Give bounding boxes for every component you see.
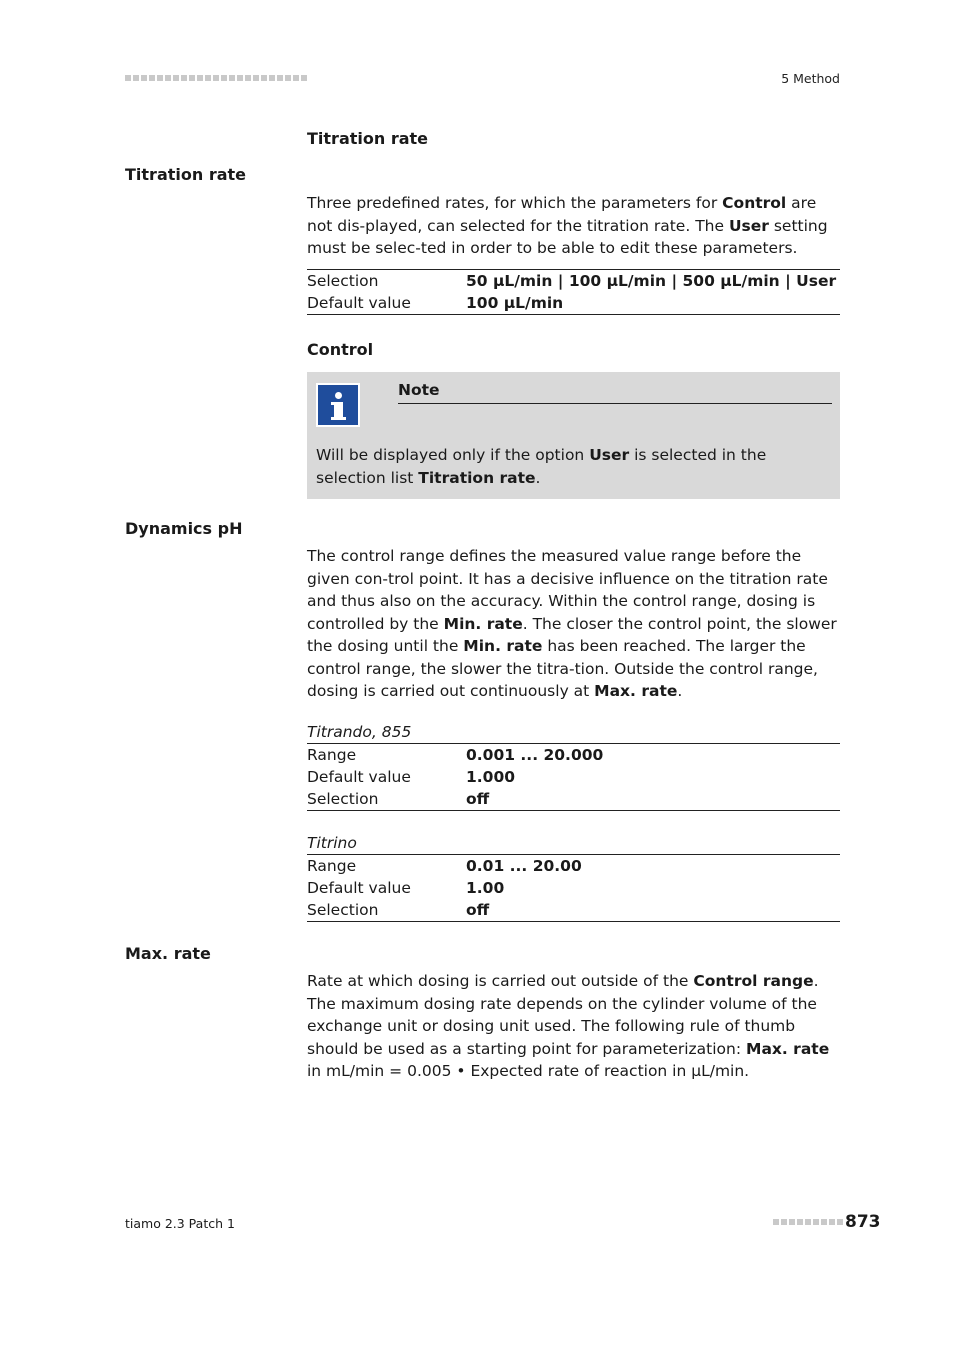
note-divider [398, 403, 832, 404]
header-decoration [125, 72, 307, 84]
table-caption: Titrando, 855 [307, 723, 412, 741]
max-rate-description: Rate at which dosing is carried out outside of the Control range. The maximum dosing rate depends on the cylinder volume of the exchange unit or dosing unit used. The following rule of thumb should be used as a starting point for parameterization: Max. rate in mL/min = 0.005 • Expected rate of reaction in µL/min. [307, 972, 830, 1080]
page-number: 873 [845, 1212, 881, 1232]
info-icon [316, 383, 360, 427]
table-row: Default value 1.00 [307, 879, 505, 897]
titration-rate-table [307, 269, 840, 315]
control-heading: Control [307, 340, 374, 359]
param-label-titration-rate: Titration rate [125, 165, 247, 184]
chapter-header: 5 Method [781, 71, 840, 86]
table-row: Default value 1.000 [307, 768, 516, 786]
footer-product: tiamo 2.3 Patch 1 [125, 1216, 235, 1231]
table-row: Selection off [307, 790, 490, 808]
dynamics-description: The control range defines the measured value range before the given con-trol point. It has a decisive influence on the titration rate and thus also on the accuracy. Within the control range, dosing is controlled by the Min. rate. The closer the control point, the slower the dosing until the Min. rate has been reached. The larger the control range, the slower the titra-tion. Outside the control range, dosing is carried out continuously at Max. rate. [307, 547, 837, 700]
param-label-dynamics-ph: Dynamics pH [125, 519, 243, 538]
footer-decoration [773, 1219, 843, 1225]
table-row: Default value 100 µL/min [307, 294, 564, 312]
table-row: Range 0.001 ... 20.000 [307, 746, 604, 764]
note-title: Note [398, 381, 440, 399]
table-row: Selection off [307, 901, 490, 919]
param-label-max-rate: Max. rate [125, 944, 211, 963]
note-box [307, 372, 840, 499]
dynamics-table-titrando [307, 721, 840, 811]
dynamics-table-titrino [307, 832, 840, 922]
table-row: Selection 50 µL/min | 100 µL/min | 500 µL/min | User [307, 272, 837, 290]
table-row: Range 0.01 ... 20.00 [307, 857, 582, 875]
titration-rate-description: Three predefined rates, for which the parameters for Control are not dis-played, can selected for the titration rate. The User setting must be selec-ted in order to be able to edit these parameters. [307, 194, 828, 257]
table-caption: Titrino [307, 834, 357, 852]
note-text: Will be displayed only if the option User is selected in the selection list Titration rate. [316, 446, 767, 487]
section-title: Titration rate [307, 129, 429, 148]
